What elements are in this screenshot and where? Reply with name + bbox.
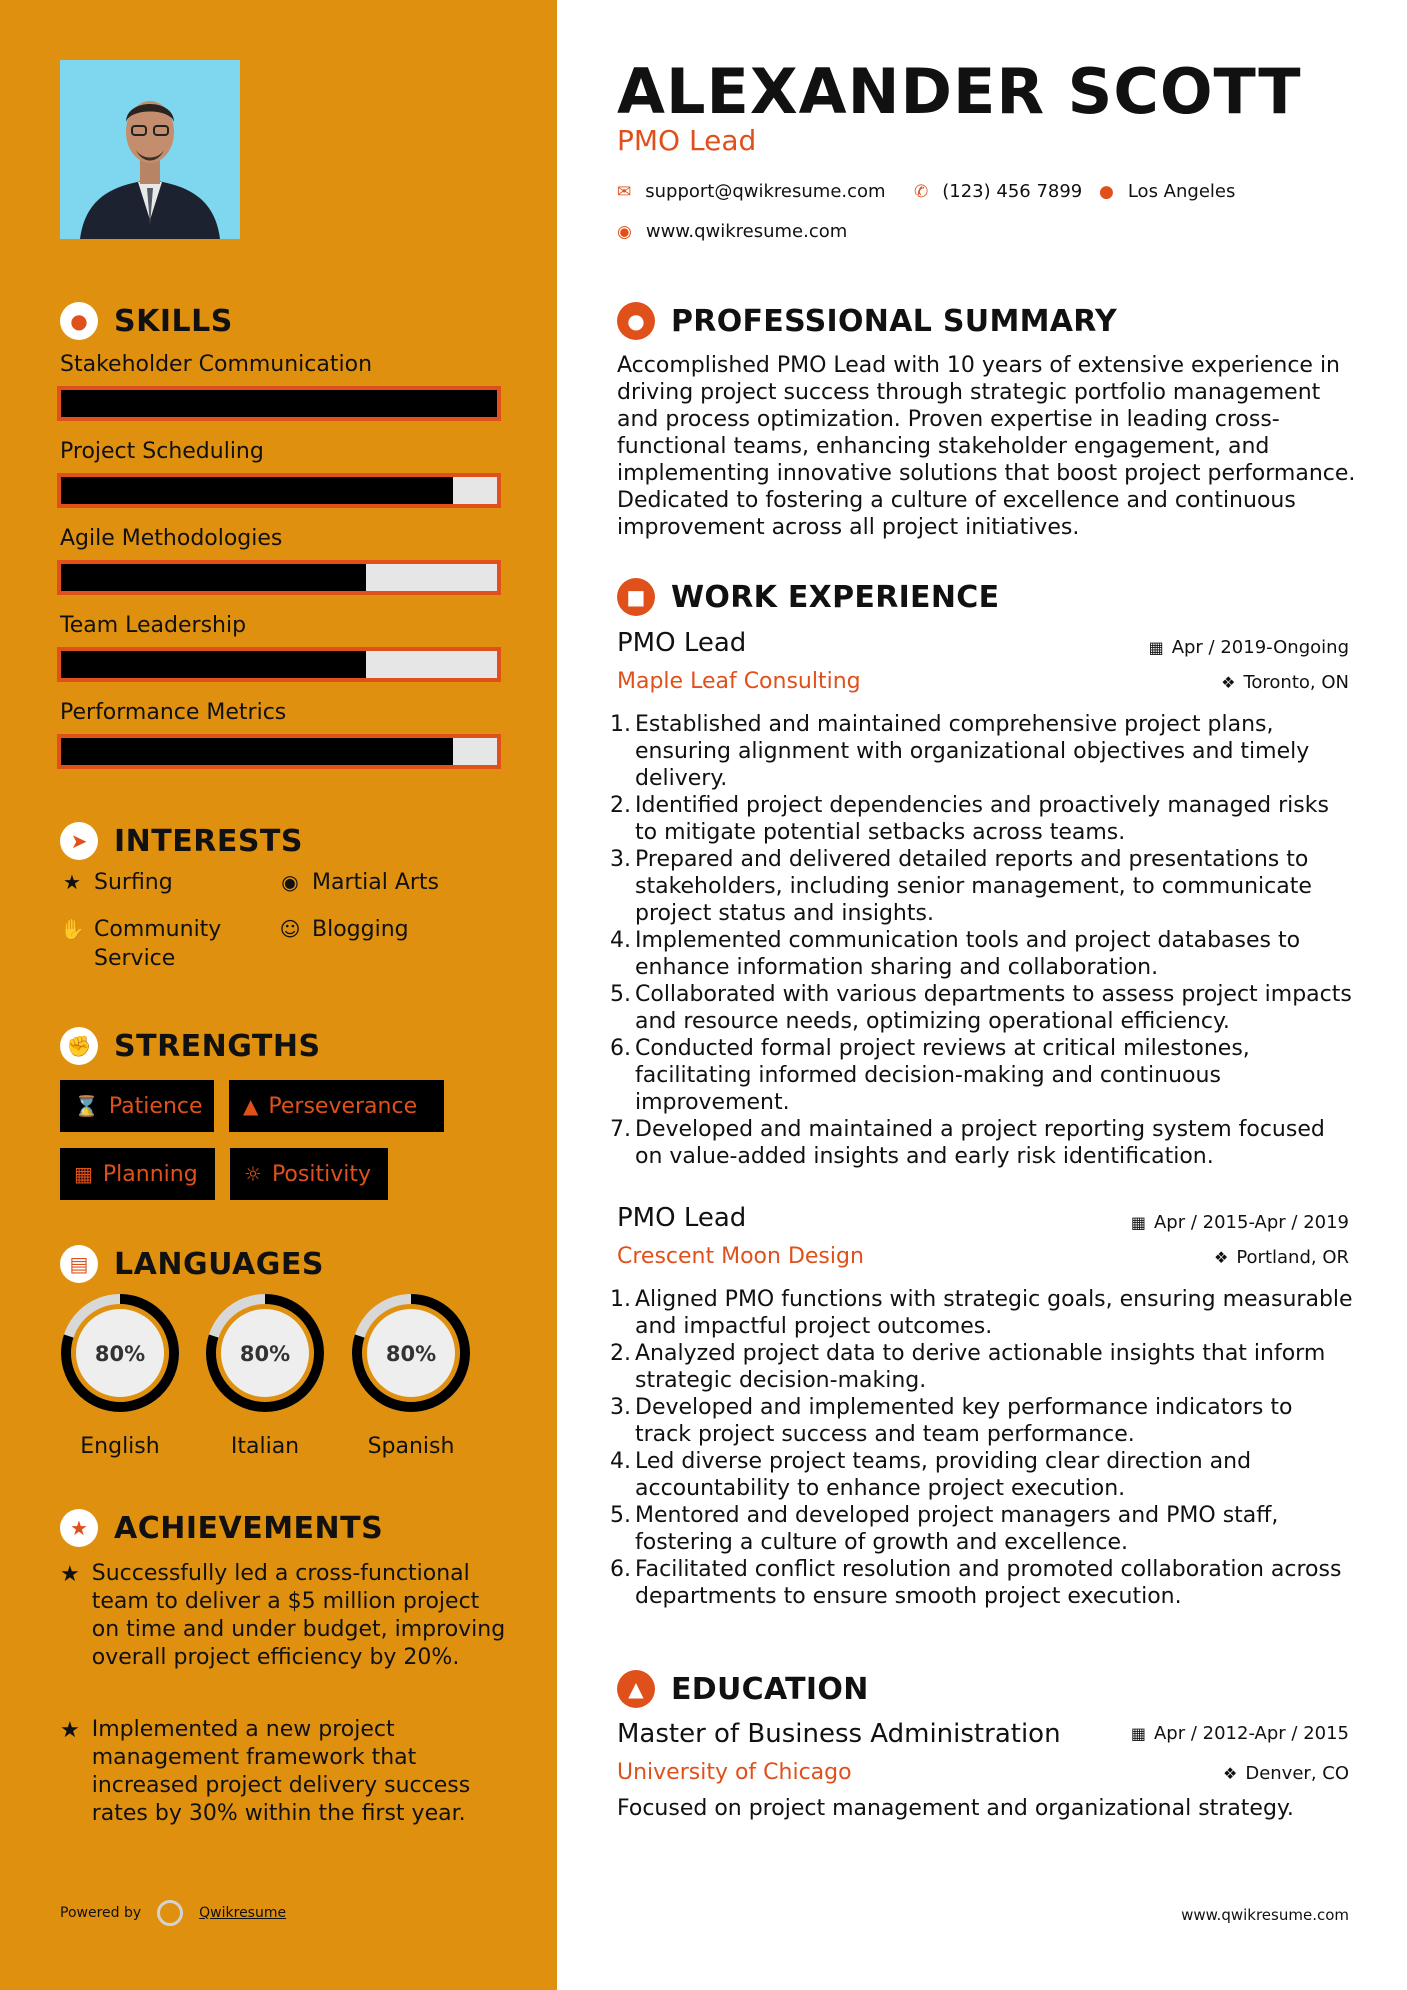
- contact-email[interactable]: [617, 181, 886, 202]
- profile-photo: [60, 60, 240, 239]
- skill-bar-fill: [61, 738, 453, 765]
- strength-badge: [229, 1080, 444, 1132]
- list-item: 2. Analyzed project data to derive actionable insights that inform strategic decision-making.: [610, 1341, 1326, 1393]
- achievement-text: Implemented a new project management framework that increased project delivery success rates by 30% within the first year.: [91, 1717, 471, 1826]
- language-name: Spanish: [367, 1434, 455, 1459]
- website-text: www.qwikresume.com: [645, 221, 848, 242]
- achievement-text: Successfully led a cross-functional team to deliver a $5 million project on time and under budget, improving overall project efficiency by 20%.: [91, 1561, 506, 1670]
- star-icon: ★: [60, 1718, 80, 1743]
- strength-label: Patience: [108, 1093, 203, 1119]
- skills-title: SKILLS: [114, 303, 233, 339]
- strength-badge: [60, 1080, 214, 1132]
- skill-bar: [57, 647, 501, 682]
- interest-item: [278, 869, 439, 898]
- paper-plane-icon: ➤: [60, 822, 98, 860]
- trophy-icon: ★: [60, 1509, 98, 1547]
- skill-label: Agile Methodologies: [60, 526, 283, 551]
- powered-by: [60, 1900, 286, 1926]
- globe-icon: ◉: [281, 870, 299, 894]
- globe-icon: ◉: [617, 221, 632, 242]
- skill-bar: [57, 734, 501, 769]
- powered-by-label: Powered by: [60, 1905, 142, 1921]
- language-percent: 80%: [385, 1342, 437, 1366]
- interest-label: Blogging: [312, 917, 409, 942]
- graduation-cap-icon: ▲: [617, 1670, 655, 1708]
- experience-title: WORK EXPERIENCE: [671, 579, 1000, 615]
- experience-heading: [617, 578, 999, 616]
- hourglass-icon: ⌛: [74, 1094, 99, 1118]
- strengths-heading: [60, 1027, 321, 1065]
- job-location: [1221, 672, 1349, 693]
- pushpin-icon: ❖: [1221, 673, 1236, 692]
- interest-item: [60, 869, 173, 898]
- skill-bar-fill: [61, 390, 497, 417]
- education-location-text: Denver, CO: [1245, 1763, 1349, 1784]
- education-dates-text: Apr / 2012-Apr / 2015: [1153, 1723, 1349, 1744]
- calendar-icon: ▦: [1130, 1213, 1146, 1232]
- list-item: 5. Mentored and developed project managers and PMO staff, fostering a culture of growth and excellence.: [610, 1503, 1279, 1555]
- achievement-item: [60, 1716, 510, 1828]
- job-location-text: Toronto, ON: [1243, 672, 1349, 693]
- job-dates: [1131, 1212, 1349, 1233]
- school-name: University of Chicago: [617, 1760, 852, 1785]
- strength-label: Perseverance: [268, 1093, 418, 1119]
- education-title: EDUCATION: [671, 1671, 869, 1707]
- lightbulb-icon: ●: [60, 302, 98, 340]
- briefcase-icon: ■: [617, 578, 655, 616]
- location-text: Los Angeles: [1127, 181, 1236, 202]
- skill-bar: [57, 560, 501, 595]
- qwikresume-logo-icon: [157, 1900, 183, 1926]
- star-icon: ★: [63, 870, 81, 894]
- users-icon: ☺: [279, 917, 301, 941]
- strengths-title: STRENGTHS: [114, 1028, 321, 1064]
- list-item: 3. Developed and implemented key performance indicators to track project success and team performance.: [610, 1395, 1293, 1447]
- fist-icon: ✊: [60, 1027, 98, 1065]
- job-title: PMO Lead: [617, 1203, 747, 1233]
- strength-label: Planning: [102, 1161, 198, 1187]
- candidate-name: ALEXANDER SCOTT: [617, 55, 1302, 128]
- skill-bar-fill: [61, 651, 366, 678]
- strength-badge: [230, 1148, 388, 1200]
- interest-label: Martial Arts: [312, 870, 440, 895]
- strength-label: Positivity: [271, 1161, 371, 1187]
- language-icon: ▤: [60, 1245, 98, 1283]
- skill-label: Project Scheduling: [60, 439, 264, 464]
- list-item: 1. Established and maintained comprehensive project plans, ensuring alignment with organizational objectives and timely delivery.: [610, 712, 1310, 791]
- list-item: 6. Conducted formal project reviews at critical milestones, facilitating informed decision-making and continuous improvement.: [610, 1036, 1250, 1115]
- language-percent: 80%: [94, 1342, 146, 1366]
- language-ring: [348, 1290, 474, 1416]
- list-item: 4. Led diverse project teams, providing clear direction and accountability to enhance project execution.: [610, 1449, 1252, 1501]
- education-heading: [617, 1670, 869, 1708]
- skill-bar: [57, 386, 501, 421]
- email-text: support@qwikresume.com: [645, 181, 886, 202]
- road-icon: ▲: [243, 1094, 259, 1118]
- calendar-icon: ▦: [1130, 1724, 1146, 1743]
- list-item: 7. Developed and maintained a project reporting system focused on value-added insights and early risk identification.: [610, 1117, 1325, 1169]
- achievements-title: ACHIEVEMENTS: [114, 1510, 384, 1546]
- interests-title: INTERESTS: [114, 823, 303, 859]
- job-bullets: [610, 711, 1355, 1170]
- phone-text: (123) 456 7899: [942, 181, 1083, 202]
- job-company: Maple Leaf Consulting: [617, 669, 861, 694]
- achievements-heading: [60, 1509, 383, 1547]
- degree-title: Master of Business Administration: [617, 1719, 1061, 1749]
- language-name: English: [80, 1434, 160, 1459]
- skill-label: Performance Metrics: [60, 700, 287, 725]
- pushpin-icon: ❖: [1213, 1248, 1229, 1267]
- education-description: Focused on project management and organizational strategy.: [617, 1796, 1294, 1821]
- language-item: [55, 1290, 185, 1459]
- contact-phone[interactable]: [914, 181, 1082, 202]
- contact-location: [1099, 181, 1235, 202]
- interest-label: Surfing: [94, 870, 173, 895]
- list-item: 3. Prepared and delivered detailed reports and presentations to stakeholders, including senior management, to communicate project status and insights.: [610, 847, 1312, 926]
- skill-bar-fill: [61, 477, 453, 504]
- skills-heading: [60, 302, 233, 340]
- map-marker-icon: ●: [1099, 181, 1114, 202]
- candidate-role: PMO Lead: [617, 124, 757, 157]
- job-company: Crescent Moon Design: [617, 1244, 864, 1269]
- education-dates: [1131, 1723, 1349, 1744]
- job-bullets: [610, 1286, 1355, 1610]
- qwikresume-link[interactable]: Qwikresume: [199, 1905, 287, 1921]
- languages-heading: [60, 1245, 324, 1283]
- achievement-item: [60, 1560, 510, 1672]
- summary-title: PROFESSIONAL SUMMARY: [671, 303, 1118, 339]
- job-location: [1214, 1247, 1349, 1268]
- language-percent: 80%: [239, 1342, 291, 1366]
- language-ring: [202, 1290, 328, 1416]
- list-item: 1. Aligned PMO functions with strategic goals, ensuring measurable and impactful project outcomes.: [610, 1287, 1353, 1339]
- sun-icon: ☼: [244, 1162, 262, 1186]
- languages-title: LANGUAGES: [114, 1246, 324, 1282]
- summary-text: Accomplished PMO Lead with 10 years of extensive experience in driving project success through strategic portfolio management and process optimization. Proven expertise in leading cross-functional teams, enhancing stakeholder engagement, and implementing innovative solutions that boost project performance. Dedicated to fostering a culture of excellence and continuous improvement across all project initiatives.: [617, 353, 1356, 540]
- interest-label: Community Service: [94, 917, 222, 971]
- job-title: PMO Lead: [617, 628, 747, 658]
- summary-heading: [617, 302, 1117, 340]
- list-item: 6. Facilitated conflict resolution and promoted collaboration across departments to ensure smooth project execution.: [610, 1557, 1342, 1609]
- job-dates-text: Apr / 2019-Ongoing: [1171, 637, 1349, 658]
- job-dates-text: Apr / 2015-Apr / 2019: [1153, 1212, 1349, 1233]
- skill-label: Team Leadership: [60, 613, 247, 638]
- phone-icon: ✆: [914, 181, 929, 202]
- education-location: [1223, 1763, 1349, 1784]
- interest-item: [60, 916, 260, 973]
- list-item: 4. Implemented communication tools and project databases to enhance information sharing and collaboration.: [610, 928, 1301, 980]
- pushpin-icon: ❖: [1223, 1764, 1238, 1783]
- language-item: [346, 1290, 476, 1459]
- list-item: 5. Collaborated with various departments to assess project impacts and resource needs, optimizing operational efficiency.: [610, 982, 1352, 1034]
- calendar-icon: ▦: [74, 1162, 93, 1186]
- job-location-text: Portland, OR: [1236, 1247, 1349, 1268]
- skill-label: Stakeholder Communication: [60, 352, 373, 377]
- sidebar: [0, 0, 557, 1990]
- calendar-icon: ▦: [1148, 638, 1164, 657]
- contact-website[interactable]: [617, 221, 847, 242]
- list-item: 2. Identified project dependencies and proactively managed risks to mitigate potential setbacks across teams.: [610, 793, 1329, 845]
- skill-bar: [57, 473, 501, 508]
- hand-icon: ✋: [60, 917, 85, 941]
- language-name: Italian: [230, 1434, 300, 1459]
- interest-item: [278, 916, 409, 945]
- skill-bar-fill: [61, 564, 366, 591]
- star-icon: ★: [60, 1562, 80, 1587]
- language-ring: [57, 1290, 183, 1416]
- user-icon: ●: [617, 302, 655, 340]
- interests-heading: [60, 822, 303, 860]
- strength-badge: [60, 1148, 215, 1200]
- footer-url[interactable]: www.qwikresume.com: [1181, 1906, 1349, 1924]
- envelope-icon: ✉: [617, 181, 632, 202]
- job-dates: [1149, 637, 1349, 658]
- language-item: [200, 1290, 330, 1459]
